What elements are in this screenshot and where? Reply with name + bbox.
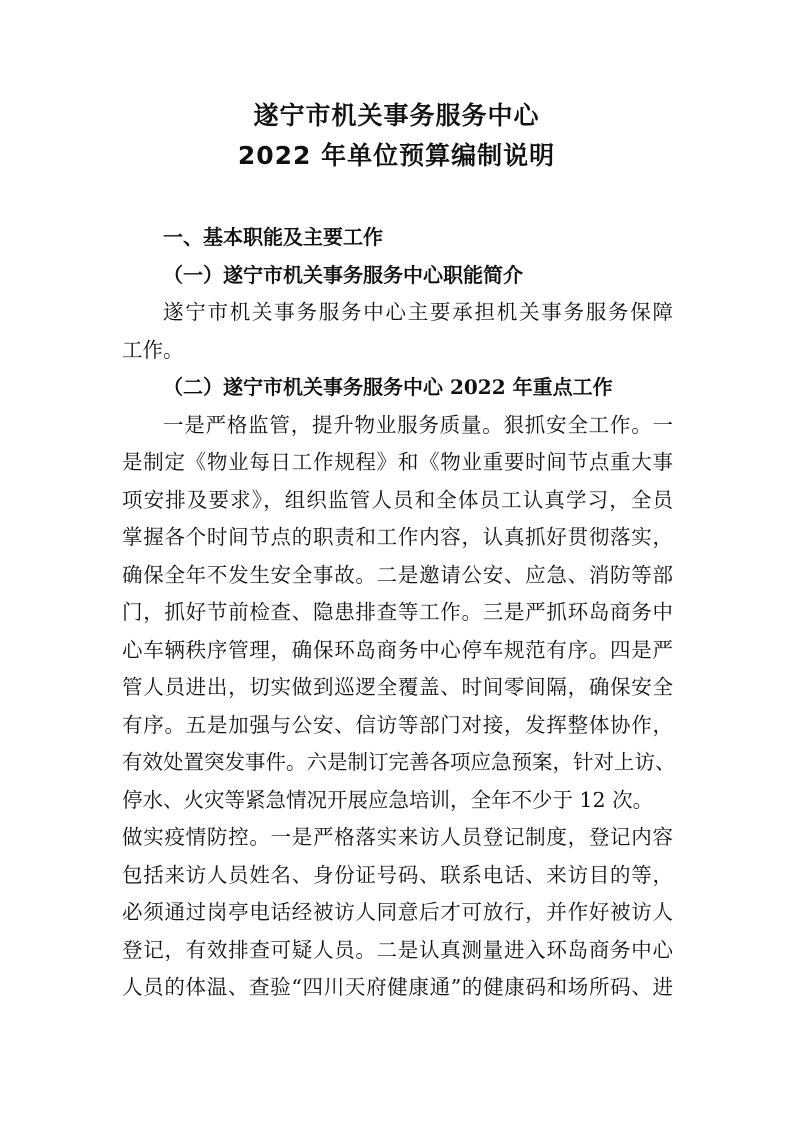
paragraph-line: 确保全年不发生安全事故。二是邀请公安、应急、消防等部 [122,563,673,587]
paragraph-line: 是制定《物业每日工作规程》和《物业重要时间节点重大事 [122,450,673,474]
paragraph-line: 工作。 [122,338,184,362]
paragraph-line: 包括来访人员姓名、身份证号码、联系电话、来访目的等， [122,863,673,887]
subsection-heading-key-work: （二）遂宁市机关事务服务中心 2022 年重点工作 [163,375,613,399]
paragraph-line: 必须通过岗亭电话经被访人同意后才可放行，并作好被访人 [122,900,673,924]
subsection-heading-function-intro: （一）遂宁市机关事务服务中心职能简介 [163,263,523,287]
paragraph-line: 人员的体温、查验“四川天府健康通”的健康码和场所码、进 [122,975,673,999]
paragraph-line: 登记，有效排查可疑人员。二是认真测量进入环岛商务中心 [122,938,673,962]
paragraph-line: 有效处置突发事件。六是制订完善各项应急预案，针对上访、 [122,750,676,774]
paragraph-line: 管人员进出，切实做到巡逻全覆盖、时间零间隔，确保安全 [122,675,673,699]
paragraph-line: 有序。五是加强与公安、信访等部门对接，发挥整体协作， [122,713,673,737]
document-title-line1: 遂宁市机关事务服务中心 [253,101,540,130]
paragraph-line: 做实疫情防控。一是严格落实来访人员登记制度，登记内容 [122,825,673,849]
section-heading-basic-functions: 一、基本职能及主要工作 [163,225,383,249]
paragraph-line: 心车辆秩序管理，确保环岛商务中心停车规范有序。四是严 [122,638,673,662]
document-title-line2: 2022 年单位预算编制说明 [237,141,556,170]
paragraph-line: 门，抓好节前检查、隐患排查等工作。三是严抓环岛商务中 [122,600,673,624]
paragraph-line: 停水、火灾等紧急情况开展应急培训，全年不少于 12 次。 [122,788,654,812]
paragraph-line: 掌握各个时间节点的职责和工作内容，认真抓好贯彻落实， [122,525,673,549]
paragraph-line: 一是严格监管，提升物业服务质量。狠抓安全工作。一 [163,413,673,437]
paragraph-line: 项安排及要求》，组织监管人员和全体员工认真学习，全员 [122,488,673,512]
paragraph-line: 遂宁市机关事务服务中心主要承担机关事务服务保障 [163,300,673,324]
